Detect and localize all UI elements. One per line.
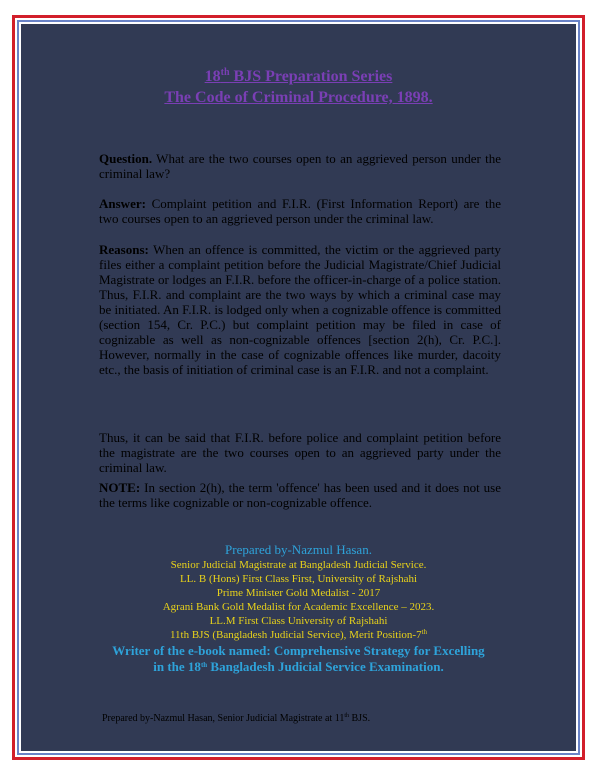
ebook-title-line1: Writer of the e-book named: Comprehensive Strategy for Excelling (112, 643, 485, 658)
reasons-paragraph (99, 242, 501, 377)
code-title: The Code of Criminal Procedure, 1898. (164, 89, 433, 106)
note-text: In section 2(h), the term 'offence' has been used and it does not use the terms like cognizable or non-cognizable offence. (99, 480, 501, 510)
credit-line: LL.M First Class University of Rajshahi (209, 615, 388, 627)
question-paragraph (99, 151, 501, 181)
credit-line: Agrani Bank Gold Medalist for Academic Excellence – 2023. (162, 601, 435, 613)
answer-paragraph (99, 196, 501, 226)
reasons-label: Reasons: (99, 242, 149, 257)
ebook-title-line2: in the 18th Bangladesh Judicial Service Examination. (153, 659, 444, 674)
document-page (21, 24, 576, 751)
footer-note: Prepared by-Nazmul Hasan, Senior Judicial Magistrate at 11th BJS. (102, 713, 371, 724)
question-text: What are the two courses open to an aggrieved person under the criminal law? (99, 151, 501, 181)
credit-line: LL. B (Hons) First Class First, University of Rajshahi (179, 573, 418, 585)
question-label: Question. (99, 151, 153, 166)
credit-line: Prime Minister Gold Medalist - 2017 (216, 587, 381, 599)
credit-line-bjs: 11th BJS (Bangladesh Judicial Service), Merit Position-7th (169, 628, 428, 641)
reasons-text: When an offence is committed, the victim or the aggrieved party files either a complaint petition before the Judicial Magistrate/Chief Judicial Magistrate or lodges an F.I.R. before the officer-in-charge of a police station. Thus, F.I.R. and complaint are the two ways by which a criminal case may be initiated. An F.I.R. is lodged only when a cognizable offence is committed (section 154, Cr. P.C.) but complaint petition may be filed in case of cognizable as well as non-cognizable offences [section 2(h), Cr. P.C.]. However, normally in the case of cognizable offences like murder, dacoity etc., the basis of initiation of criminal case is an F.I.R. and not a complaint. (99, 242, 501, 377)
conclusion-paragraph: Thus, it can be said that F.I.R. before police and complaint petition before the magistrate are the two courses open to an aggrieved party under the criminal law. (99, 430, 501, 475)
answer-label: Answer: (99, 196, 146, 211)
credit-line: Senior Judicial Magistrate at Bangladesh Judicial Service. (170, 559, 427, 571)
note-paragraph (99, 480, 501, 510)
series-title: 18th BJS Preparation Series (204, 67, 393, 85)
author-name: Prepared by-Nazmul Hasan. (225, 542, 372, 557)
note-label: NOTE: (99, 480, 141, 495)
answer-text: Complaint petition and F.I.R. (First Information Report) are the two courses open to an aggrieved person under the criminal law. (99, 196, 501, 226)
